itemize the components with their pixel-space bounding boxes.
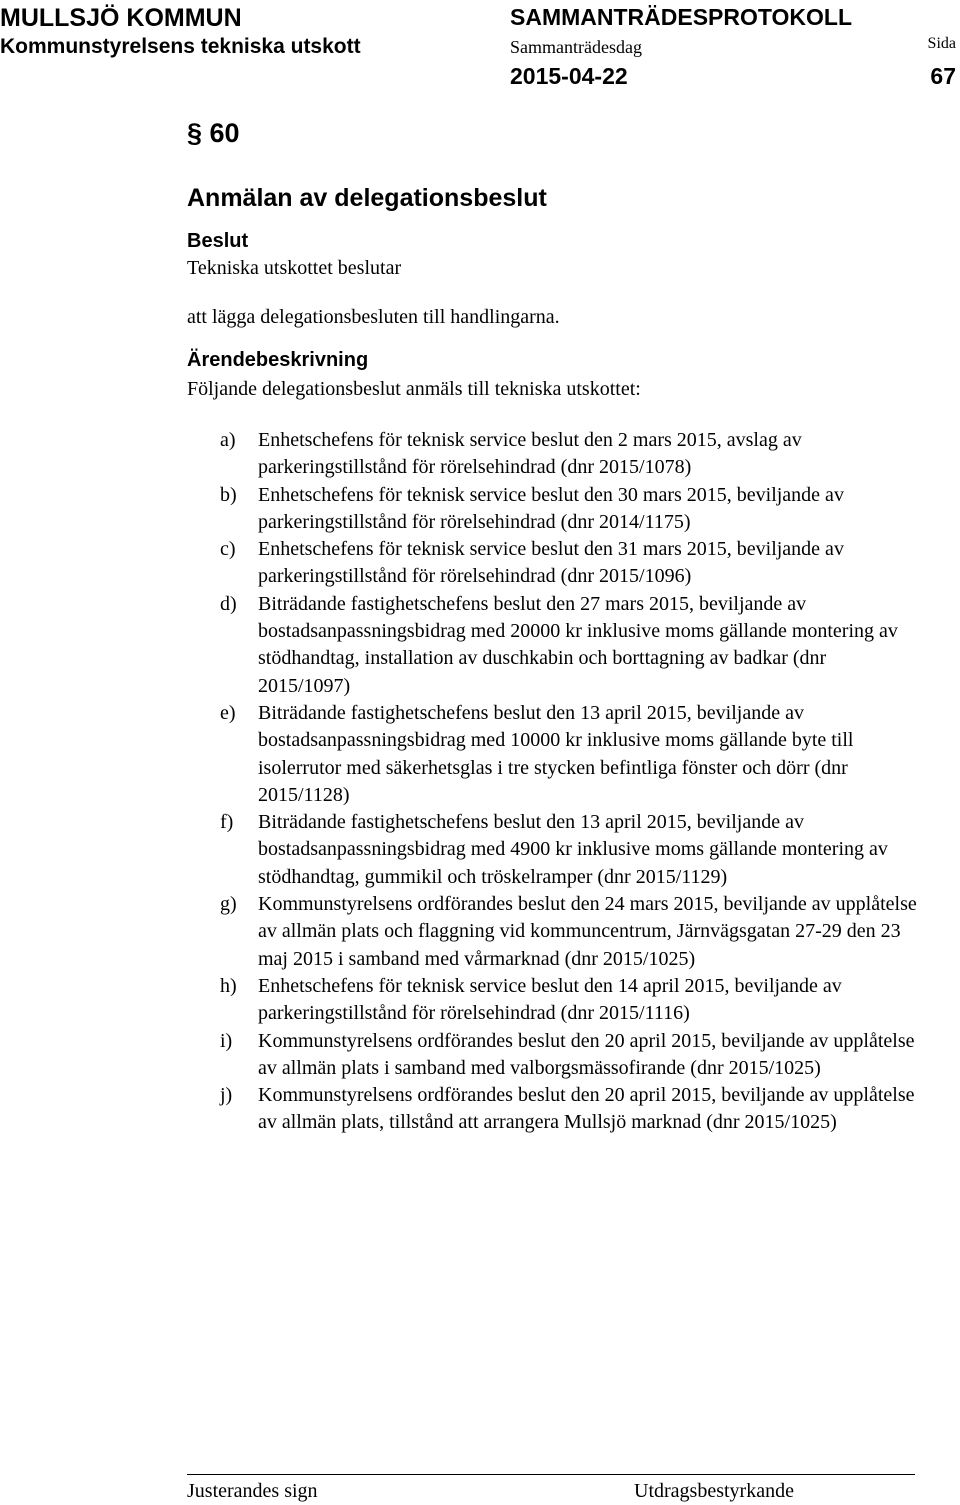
certification-line	[355, 1474, 915, 1475]
list-item	[220, 891, 940, 973]
list-marker: g)	[220, 893, 237, 916]
list-item-text: Biträdande fastighetschefens beslut den 27 mars 2015, beviljande av bostadsanpassningsbidrag med 20000 kr inklusive moms gällande montering av stödhandtag, installation av duschkabin och borttagning av badkar (dnr 2015/1097)	[258, 592, 898, 697]
list-item-text: Enhetschefens för teknisk service beslut den 31 mars 2015, beviljande av parkeringstillstånd för rörelsehindrad (dnr 2015/1096)	[258, 538, 844, 588]
list-marker: f)	[220, 811, 234, 834]
description-heading: Ärendebeskrivning	[187, 349, 369, 371]
decision-heading: Beslut	[187, 230, 249, 252]
page-title: Anmälan av delegationsbeslut	[187, 184, 547, 212]
page-number: 67	[930, 63, 956, 89]
list-item-text: Enhetschefens för teknisk service beslut den 30 mars 2015, beviljande av parkeringstillstånd för rörelsehindrad (dnr 2014/1175)	[258, 483, 844, 533]
list-item-text: Kommunstyrelsens ordförandes beslut den 24 mars 2015, beviljande av upplåtelse av allmän plats och flaggning vid kommuncentrum, Järnvägsgatan 27-29 den 23 maj 2015 i samband med vårmarknad (dnr 2015/1025)	[258, 893, 917, 970]
section-number: § 60	[187, 118, 240, 148]
organization-name: MULLSJÖ KOMMUN	[0, 4, 242, 32]
list-item	[220, 591, 940, 700]
list-marker: e)	[220, 701, 236, 724]
list-marker: c)	[220, 538, 236, 561]
decision-intro: Tekniska utskottet beslutar	[187, 257, 402, 279]
list-item	[220, 1028, 940, 1083]
list-marker: i)	[220, 1029, 233, 1052]
footer-certification-label: Utdragsbestyrkande	[634, 1480, 794, 1502]
list-item	[220, 809, 940, 891]
list-item-text: Biträdande fastighetschefens beslut den 13 april 2015, beviljande av bostadsanpassningsbidrag med 10000 kr inklusive moms gällande byte till isolerrutor med säkerhetsglas i tre stycken befintliga fönster och dörr (dnr 2015/1128)	[258, 701, 854, 806]
list-marker: b)	[220, 483, 237, 506]
list-marker: d)	[220, 592, 237, 615]
list-item-text: Kommunstyrelsens ordförandes beslut den 20 april 2015, beviljande av upplåtelse av allmän plats i samband med valborgsmässofirande (dnr 2015/1025)	[258, 1029, 915, 1079]
list-item	[220, 973, 940, 1028]
list-item	[220, 700, 940, 809]
description-intro: Följande delegationsbeslut anmäls till tekniska utskottet:	[187, 378, 641, 400]
list-item-text: Enhetschefens för teknisk service beslut den 2 mars 2015, avslag av parkeringstillstånd för rörelsehindrad (dnr 2015/1078)	[258, 429, 802, 479]
page-label: Sida	[927, 35, 956, 52]
list-marker: j)	[220, 1084, 233, 1107]
decision-list	[220, 427, 940, 1137]
list-item-text: Biträdande fastighetschefens beslut den 13 april 2015, beviljande av bostadsanpassningsbidrag med 4900 kr inklusive moms gällande montering av stödhandtag, gummikil och tröskelramper (dnr 2015/1129)	[258, 811, 888, 888]
list-item-text: Kommunstyrelsens ordförandes beslut den 20 april 2015, beviljande av upplåtelse av allmän plats, tillstånd att arrangera Mullsjö marknad (dnr 2015/1025)	[258, 1084, 915, 1134]
list-item	[220, 1082, 940, 1137]
meeting-date-label: Sammanträdesdag	[510, 37, 642, 57]
list-item-text: Enhetschefens för teknisk service beslut den 14 april 2015, beviljande av parkeringstillstånd för rörelsehindrad (dnr 2015/1116)	[258, 974, 842, 1025]
meeting-date: 2015-04-22	[510, 63, 628, 89]
department-name: Kommunstyrelsens tekniska utskott	[0, 35, 361, 58]
footer-signature-label: Justerandes sign	[187, 1480, 318, 1502]
list-item	[220, 536, 940, 591]
signature-line	[187, 1474, 355, 1475]
list-item	[220, 427, 940, 482]
decision-text: att lägga delegationsbesluten till handlingarna.	[187, 306, 560, 328]
list-marker: h)	[220, 974, 237, 997]
list-item	[220, 482, 940, 537]
list-marker: a)	[220, 429, 236, 451]
document-type: SAMMANTRÄDESPROTOKOLL	[510, 4, 853, 30]
